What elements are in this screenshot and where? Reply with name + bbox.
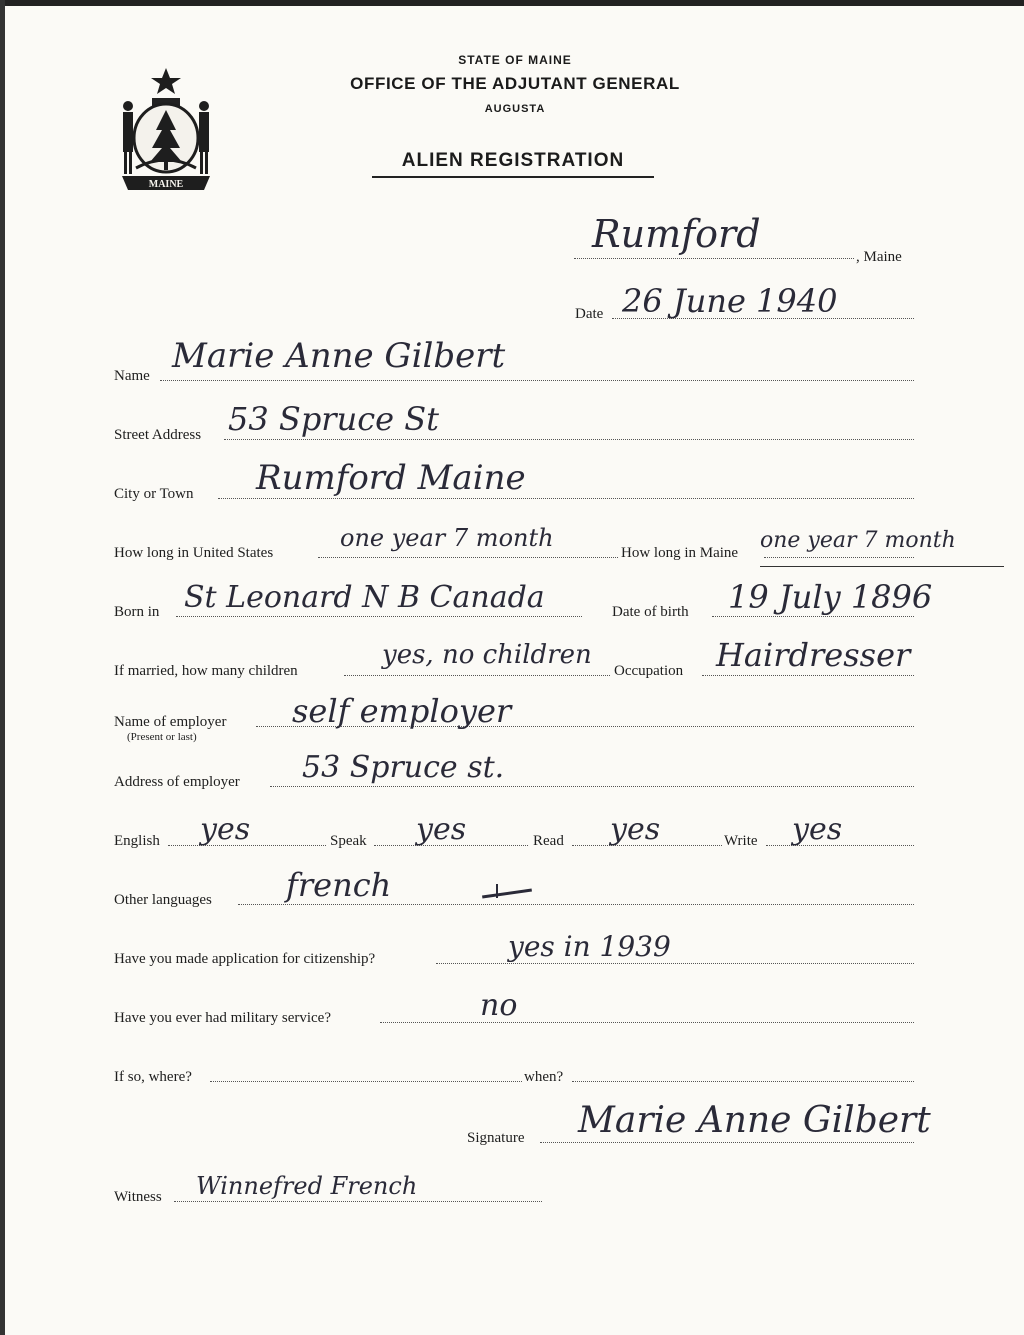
write-value[interactable]: yes (792, 812, 843, 847)
name-line (160, 380, 914, 381)
employer-label: Name of employer (114, 714, 227, 730)
english-value[interactable]: yes (200, 812, 251, 847)
when-label: when? (524, 1069, 564, 1085)
maine-duration-label: How long in Maine (621, 545, 739, 561)
military-line (380, 1022, 914, 1023)
city-label: City or Town (114, 486, 194, 502)
read-label: Read (533, 833, 564, 849)
crossed-out-mark (482, 889, 532, 899)
form-title: ALIEN REGISTRATION (401, 150, 625, 171)
us-duration-label: How long in United States (114, 545, 274, 561)
scan-edge-top (0, 0, 1024, 6)
children-line (344, 675, 610, 676)
employer-address-line (270, 786, 914, 787)
signature-line (540, 1142, 914, 1143)
street-value[interactable]: 53 Spruce St (228, 400, 440, 438)
military-value[interactable]: no (480, 988, 518, 1023)
us-duration-line (318, 557, 618, 558)
city-value[interactable]: Rumford Maine (256, 458, 526, 498)
street-label: Street Address (114, 427, 202, 443)
occupation-label: Occupation (614, 663, 684, 679)
occupation-value[interactable]: Hairdresser (716, 636, 911, 674)
citizenship-label: Have you made application for citizenship? (114, 951, 376, 967)
when-line (572, 1081, 914, 1082)
date-value[interactable]: 26 June 1940 (622, 282, 838, 320)
dob-line (712, 616, 914, 617)
town-suffix-label: , Maine (856, 249, 902, 265)
header-state: STATE OF MAINE (458, 53, 572, 67)
city-line (218, 498, 914, 499)
where-label: If so, where? (114, 1069, 192, 1085)
employer-sublabel: (Present or last) (127, 731, 197, 743)
children-label: If married, how many children (114, 663, 298, 679)
scan-edge-left (0, 0, 5, 1335)
read-value[interactable]: yes (610, 812, 661, 847)
employer-value[interactable]: self employer (292, 692, 512, 730)
born-line (176, 616, 582, 617)
witness-line (174, 1201, 542, 1202)
employer-address-label: Address of employer (114, 774, 240, 790)
citizenship-value[interactable]: yes in 1939 (508, 930, 671, 963)
citizenship-line (436, 963, 914, 964)
dob-label: Date of birth (612, 604, 689, 620)
employer-address-value[interactable]: 53 Spruce st. (302, 750, 505, 785)
seal-banner-text: MAINE (148, 179, 184, 190)
us-duration-value[interactable]: one year 7 month (340, 524, 554, 552)
where-line (210, 1081, 522, 1082)
speak-value[interactable]: yes (416, 812, 467, 847)
other-languages-label: Other languages (114, 892, 212, 908)
town-value[interactable]: Rumford (592, 212, 761, 256)
name-label: Name (114, 368, 150, 384)
signature-label: Signature (467, 1130, 525, 1146)
military-label: Have you ever had military service? (114, 1010, 331, 1026)
speak-label: Speak (330, 833, 367, 849)
signature-value[interactable]: Marie Anne Gilbert (578, 1100, 931, 1141)
children-value[interactable]: yes, no children (382, 640, 592, 670)
english-label: English (114, 833, 160, 849)
maine-duration-value[interactable]: one year 7 month (760, 528, 956, 553)
maine-duration-line (764, 557, 914, 558)
witness-value[interactable]: Winnefred French (196, 1172, 418, 1200)
other-languages-value[interactable]: french (286, 866, 392, 904)
street-line (224, 439, 914, 440)
name-value[interactable]: Marie Anne Gilbert (172, 336, 506, 376)
born-value[interactable]: St Leonard N B Canada (184, 580, 545, 615)
write-label: Write (724, 833, 758, 849)
born-label: Born in (114, 604, 160, 620)
dob-value[interactable]: 19 July 1896 (728, 578, 933, 616)
title-underline (372, 176, 654, 178)
date-label: Date (575, 306, 604, 322)
crossed-out-mark-stem (496, 884, 498, 898)
maine-state-seal-icon (112, 64, 220, 192)
town-line (574, 258, 854, 259)
witness-label: Witness (114, 1189, 162, 1205)
header-office: OFFICE OF THE ADJUTANT GENERAL (350, 74, 680, 93)
maine-duration-underline (760, 566, 1004, 567)
occupation-line (702, 675, 914, 676)
other-languages-line (238, 904, 914, 905)
header-city: AUGUSTA (484, 103, 546, 115)
